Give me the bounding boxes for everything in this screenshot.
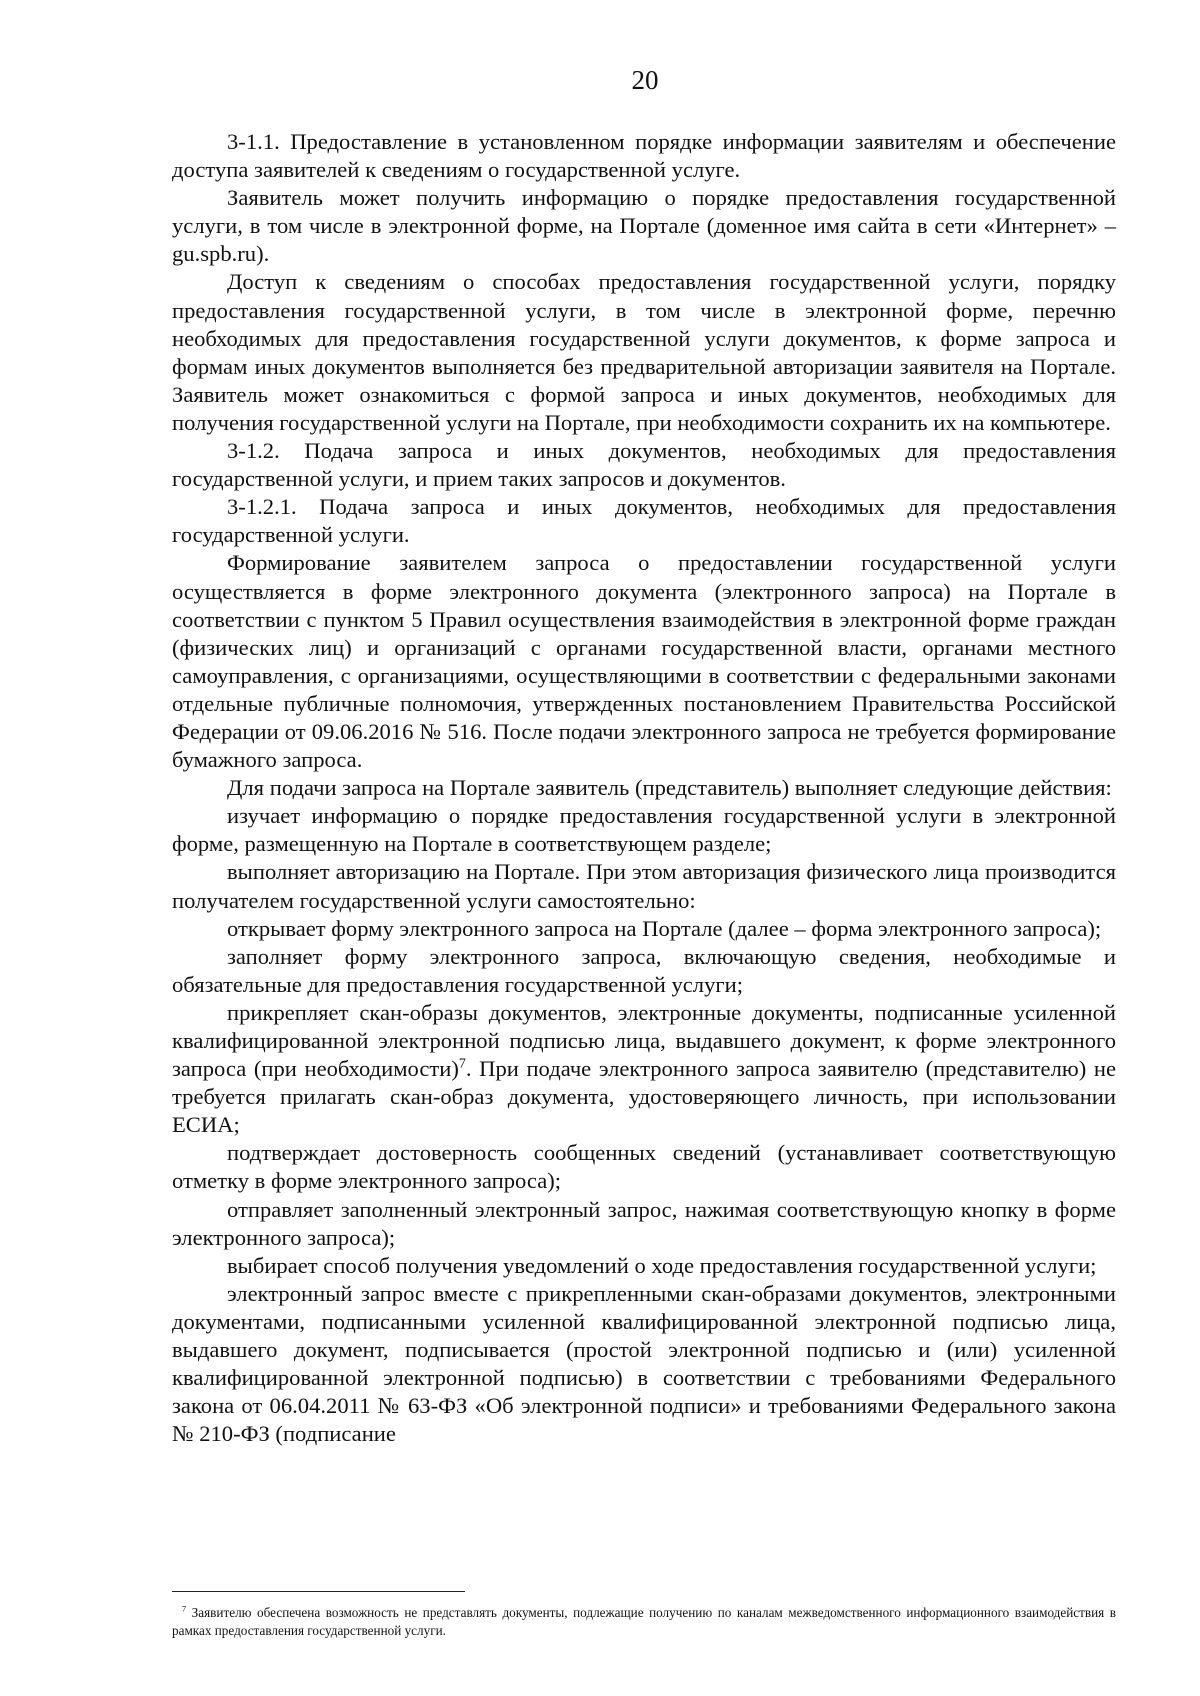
footnote-divider xyxy=(172,1591,465,1592)
paragraph-action-notify: выбирает способ получения уведомлений о ходе предоставления государственной услуги; xyxy=(227,1252,1097,1278)
page-number: 20 xyxy=(631,65,659,95)
paragraph-action-open-form: открывает форму электронного запроса на Портале (далее – форма электронного запроса); xyxy=(227,915,1102,941)
paragraph-3-1-1: 3-1.1. Предоставление в установленном порядке информации заявителям и обеспечение доступа заявителей к сведениям о государственной услуге. xyxy=(172,129,1116,183)
paragraph-action-send: отправляет заполненный электронный запрос, нажимая соответствующую кнопку в форме электронного запроса); xyxy=(172,1196,1116,1250)
footnote-reference: 7 xyxy=(458,1056,466,1072)
footnote xyxy=(172,1604,1116,1639)
paragraph-access-info: Доступ к сведениям о способах предоставления государственной услуги, порядку предоставления государственной услуги, в том числе в электронной форме, перечню необходимых для предоставления государственной услуги документов, к форме запроса и формам иных документов выполняется без предварительной авторизации заявителя на Портале. Заявитель может ознакомиться с формой запроса и иных документов, необходимых для получения государственной услуги на Портале, при необходимости сохранить их на компьютере. xyxy=(172,269,1116,435)
paragraph-action-attach-tail: . При подаче электронного запроса заявителю (представителю) не требуется прилагать скан-образ документа, удостоверяющего личность, при использовании ЕСИА; xyxy=(172,1056,1116,1138)
footnote-number: 7 xyxy=(182,1604,187,1614)
paragraph-action-study: изучает информацию о порядке предоставления государственной услуги в электронной форме, размещенную на Портале в соответствующем разделе; xyxy=(172,803,1116,857)
paragraph-action-auth: выполняет авторизацию на Портале. При этом авторизация физического лица производится получателем государственной услуги самостоятельно: xyxy=(172,859,1116,913)
paragraph-action-attach xyxy=(172,999,1116,1139)
paragraph-signing: электронный запрос вместе с прикрепленными скан-образами документов, электронными документами, подписанными усиленной квалифицированной электронной подписью лица, выдавшего документ, подписывается (простой электронной подписью и (или) усиленной квалифицированной электронной подписью) в соответствии с требованиями Федерального закона от 06.04.2011 № 63-ФЗ «Об электронной подписи» и требованиями Федерального закона № 210-ФЗ (подписание xyxy=(172,1280,1116,1447)
paragraph-action-confirm: подтверждает достоверность сообщенных сведений (устанавливает соответствующую отметку в форме электронного запроса); xyxy=(172,1140,1116,1194)
paragraph-action-attach-text: прикрепляет скан-образы документов, электронные документы, подписанные усиленной квалифицированной электронной подписью лица, выдавшего документ, к форме электронного запроса (при необходимости) xyxy=(172,999,1116,1082)
paragraph-action-fill-form: заполняет форму электронного запроса, включающую сведения, необходимые и обязательные для предоставления государственной услуги; xyxy=(172,943,1116,997)
paragraph-actions-intro: Для подачи запроса на Портале заявитель (представитель) выполняет следующие действия: xyxy=(227,775,1112,801)
paragraph-3-1-2-1: 3-1.2.1. Подача запроса и иных документов, необходимых для предоставления государственной услуги. xyxy=(172,494,1116,548)
paragraph-request-formation: Формирование заявителем запроса о предоставлении государственной услуги осуществляется в форме электронного документа (электронного запроса) на Портале в соответствии с пунктом 5 Правил осуществления взаимодействия в электронной форме граждан (физических лиц) и организаций с органами государственной власти, органами местного самоуправления, с организациями, осуществляющими в соответствии с федеральными законами отдельные публичные полномочия, утвержденных постановлением Правительства Российской Федерации от 09.06.2016 № 516. После подачи электронного запроса не требуется формирование бумажного запроса. xyxy=(172,550,1116,773)
document-body xyxy=(172,128,1116,1448)
paragraph-3-1-2: 3-1.2. Подача запроса и иных документов, необходимых для предоставления государственной услуги, и прием таких запросов и документов. xyxy=(172,438,1116,492)
footnote-text: Заявителю обеспечена возможность не представлять документы, подлежащие получению по каналам межведомственного информационного взаимодействия в рамках предоставления государственной услуги. xyxy=(172,1605,1117,1638)
paragraph-portal-info: Заявитель может получить информацию о порядке предоставления государственной услуги, в том числе в электронной форме, на Портале (доменное имя сайта в сети «Интернет» – gu.spb.ru). xyxy=(172,185,1116,267)
